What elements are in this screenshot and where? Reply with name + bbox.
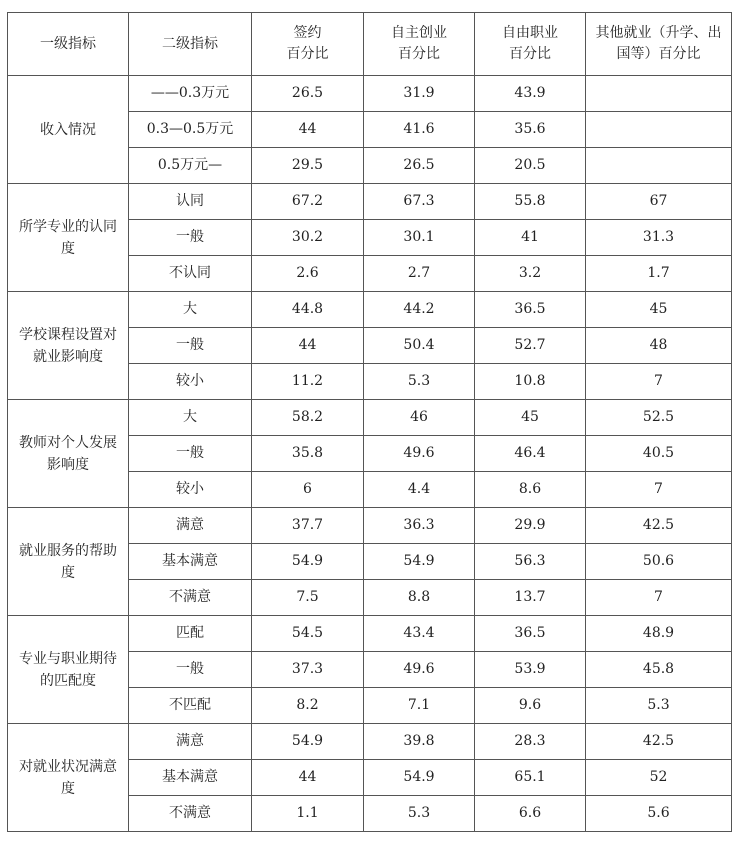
startup-percent-cell: 5.3: [364, 364, 475, 400]
startup-percent-cell: 30.1: [364, 220, 475, 256]
level2-indicator-cell: 一般: [129, 328, 252, 364]
level1-indicator-cell: 所学专业的认同度: [8, 184, 129, 292]
other-percent-cell: 52.5: [586, 400, 732, 436]
signed-percent-cell: 6: [252, 472, 364, 508]
signed-percent-cell: 44: [252, 760, 364, 796]
other-percent-cell: 7: [586, 472, 732, 508]
signed-percent-cell: 44.8: [252, 292, 364, 328]
freelance-percent-cell: 29.9: [475, 508, 586, 544]
freelance-percent-cell: 53.9: [475, 652, 586, 688]
data-table-container: [7, 12, 731, 832]
level1-indicator-cell: 教师对个人发展影响度: [8, 400, 129, 508]
startup-percent-cell: 54.9: [364, 760, 475, 796]
level1-indicator-cell: 就业服务的帮助度: [8, 508, 129, 616]
freelance-percent-cell: 8.6: [475, 472, 586, 508]
freelance-percent-cell: 43.9: [475, 76, 586, 112]
table-row: [8, 292, 732, 328]
level2-indicator-cell: 基本满意: [129, 760, 252, 796]
level2-indicator-cell: 大: [129, 292, 252, 328]
level1-indicator-cell: 对就业状况满意度: [8, 724, 129, 832]
other-percent-cell: 40.5: [586, 436, 732, 472]
other-percent-cell: 1.7: [586, 256, 732, 292]
other-percent-cell: [586, 112, 732, 148]
signed-percent-cell: 11.2: [252, 364, 364, 400]
level1-indicator-cell: 学校课程设置对就业影响度: [8, 292, 129, 400]
freelance-percent-cell: 65.1: [475, 760, 586, 796]
signed-percent-cell: 44: [252, 112, 364, 148]
signed-percent-cell: 37.7: [252, 508, 364, 544]
startup-percent-cell: 41.6: [364, 112, 475, 148]
level2-indicator-cell: 基本满意: [129, 544, 252, 580]
freelance-percent-cell: 45: [475, 400, 586, 436]
signed-percent-cell: 35.8: [252, 436, 364, 472]
startup-percent-cell: 50.4: [364, 328, 475, 364]
signed-percent-cell: 67.2: [252, 184, 364, 220]
other-percent-cell: 42.5: [586, 724, 732, 760]
freelance-percent-cell: 56.3: [475, 544, 586, 580]
table-row: [8, 724, 732, 760]
signed-percent-cell: 54.9: [252, 544, 364, 580]
level2-indicator-cell: 满意: [129, 724, 252, 760]
freelance-percent-cell: 52.7: [475, 328, 586, 364]
freelance-percent-cell: 10.8: [475, 364, 586, 400]
level2-indicator-cell: 较小: [129, 472, 252, 508]
freelance-percent-cell: 6.6: [475, 796, 586, 832]
startup-percent-cell: 49.6: [364, 652, 475, 688]
level2-indicator-cell: 较小: [129, 364, 252, 400]
other-percent-cell: 50.6: [586, 544, 732, 580]
level1-indicator-cell: 专业与职业期待的匹配度: [8, 616, 129, 724]
level2-indicator-cell: 大: [129, 400, 252, 436]
signed-percent-cell: 37.3: [252, 652, 364, 688]
signed-percent-cell: 1.1: [252, 796, 364, 832]
signed-percent-cell: 8.2: [252, 688, 364, 724]
startup-percent-cell: 44.2: [364, 292, 475, 328]
level1-indicator-cell: 收入情况: [8, 76, 129, 184]
level2-indicator-cell: 不满意: [129, 580, 252, 616]
startup-percent-cell: 67.3: [364, 184, 475, 220]
other-percent-cell: 45.8: [586, 652, 732, 688]
other-percent-cell: 48: [586, 328, 732, 364]
level2-indicator-cell: 不满意: [129, 796, 252, 832]
startup-percent-cell: 46: [364, 400, 475, 436]
signed-percent-cell: 44: [252, 328, 364, 364]
freelance-percent-cell: 9.6: [475, 688, 586, 724]
table-row: [8, 184, 732, 220]
freelance-percent-cell: 46.4: [475, 436, 586, 472]
table-row: [8, 616, 732, 652]
startup-percent-cell: 7.1: [364, 688, 475, 724]
other-percent-cell: 5.3: [586, 688, 732, 724]
other-percent-cell: 67: [586, 184, 732, 220]
other-percent-cell: 52: [586, 760, 732, 796]
startup-percent-cell: 2.7: [364, 256, 475, 292]
other-percent-cell: [586, 148, 732, 184]
startup-percent-cell: 54.9: [364, 544, 475, 580]
table-row: [8, 508, 732, 544]
signed-percent-cell: 29.5: [252, 148, 364, 184]
startup-percent-cell: 26.5: [364, 148, 475, 184]
level2-indicator-cell: ——0.3万元: [129, 76, 252, 112]
startup-percent-cell: 4.4: [364, 472, 475, 508]
freelance-percent-cell: 55.8: [475, 184, 586, 220]
level2-indicator-cell: 不匹配: [129, 688, 252, 724]
level2-indicator-cell: 一般: [129, 436, 252, 472]
freelance-percent-cell: 20.5: [475, 148, 586, 184]
other-percent-cell: [586, 76, 732, 112]
other-percent-cell: 31.3: [586, 220, 732, 256]
other-percent-cell: 7: [586, 364, 732, 400]
signed-percent-cell: 26.5: [252, 76, 364, 112]
header-other: 其他就业（升学、出国等）百分比: [586, 13, 732, 76]
other-percent-cell: 7: [586, 580, 732, 616]
signed-percent-cell: 58.2: [252, 400, 364, 436]
header-level2: 二级指标: [129, 13, 252, 76]
startup-percent-cell: 36.3: [364, 508, 475, 544]
level2-indicator-cell: 认同: [129, 184, 252, 220]
header-startup: 自主创业 百分比: [364, 13, 475, 76]
header-signed: 签约 百分比: [252, 13, 364, 76]
signed-percent-cell: 54.9: [252, 724, 364, 760]
signed-percent-cell: 7.5: [252, 580, 364, 616]
header-level1: 一级指标: [8, 13, 129, 76]
table-body: [8, 76, 732, 832]
level2-indicator-cell: 0.5万元—: [129, 148, 252, 184]
table-row: [8, 400, 732, 436]
freelance-percent-cell: 36.5: [475, 616, 586, 652]
other-percent-cell: 5.6: [586, 796, 732, 832]
level2-indicator-cell: 满意: [129, 508, 252, 544]
startup-percent-cell: 43.4: [364, 616, 475, 652]
header-freelance: 自由职业 百分比: [475, 13, 586, 76]
startup-percent-cell: 31.9: [364, 76, 475, 112]
freelance-percent-cell: 35.6: [475, 112, 586, 148]
signed-percent-cell: 54.5: [252, 616, 364, 652]
startup-percent-cell: 8.8: [364, 580, 475, 616]
employment-statistics-table: [7, 12, 732, 832]
other-percent-cell: 48.9: [586, 616, 732, 652]
level2-indicator-cell: 0.3—0.5万元: [129, 112, 252, 148]
level2-indicator-cell: 匹配: [129, 616, 252, 652]
other-percent-cell: 45: [586, 292, 732, 328]
freelance-percent-cell: 13.7: [475, 580, 586, 616]
startup-percent-cell: 39.8: [364, 724, 475, 760]
freelance-percent-cell: 28.3: [475, 724, 586, 760]
freelance-percent-cell: 36.5: [475, 292, 586, 328]
freelance-percent-cell: 3.2: [475, 256, 586, 292]
table-row: [8, 76, 732, 112]
freelance-percent-cell: 41: [475, 220, 586, 256]
table-header: [8, 13, 732, 76]
header-row: [8, 13, 732, 76]
signed-percent-cell: 2.6: [252, 256, 364, 292]
other-percent-cell: 42.5: [586, 508, 732, 544]
level2-indicator-cell: 一般: [129, 220, 252, 256]
startup-percent-cell: 49.6: [364, 436, 475, 472]
signed-percent-cell: 30.2: [252, 220, 364, 256]
startup-percent-cell: 5.3: [364, 796, 475, 832]
level2-indicator-cell: 一般: [129, 652, 252, 688]
level2-indicator-cell: 不认同: [129, 256, 252, 292]
